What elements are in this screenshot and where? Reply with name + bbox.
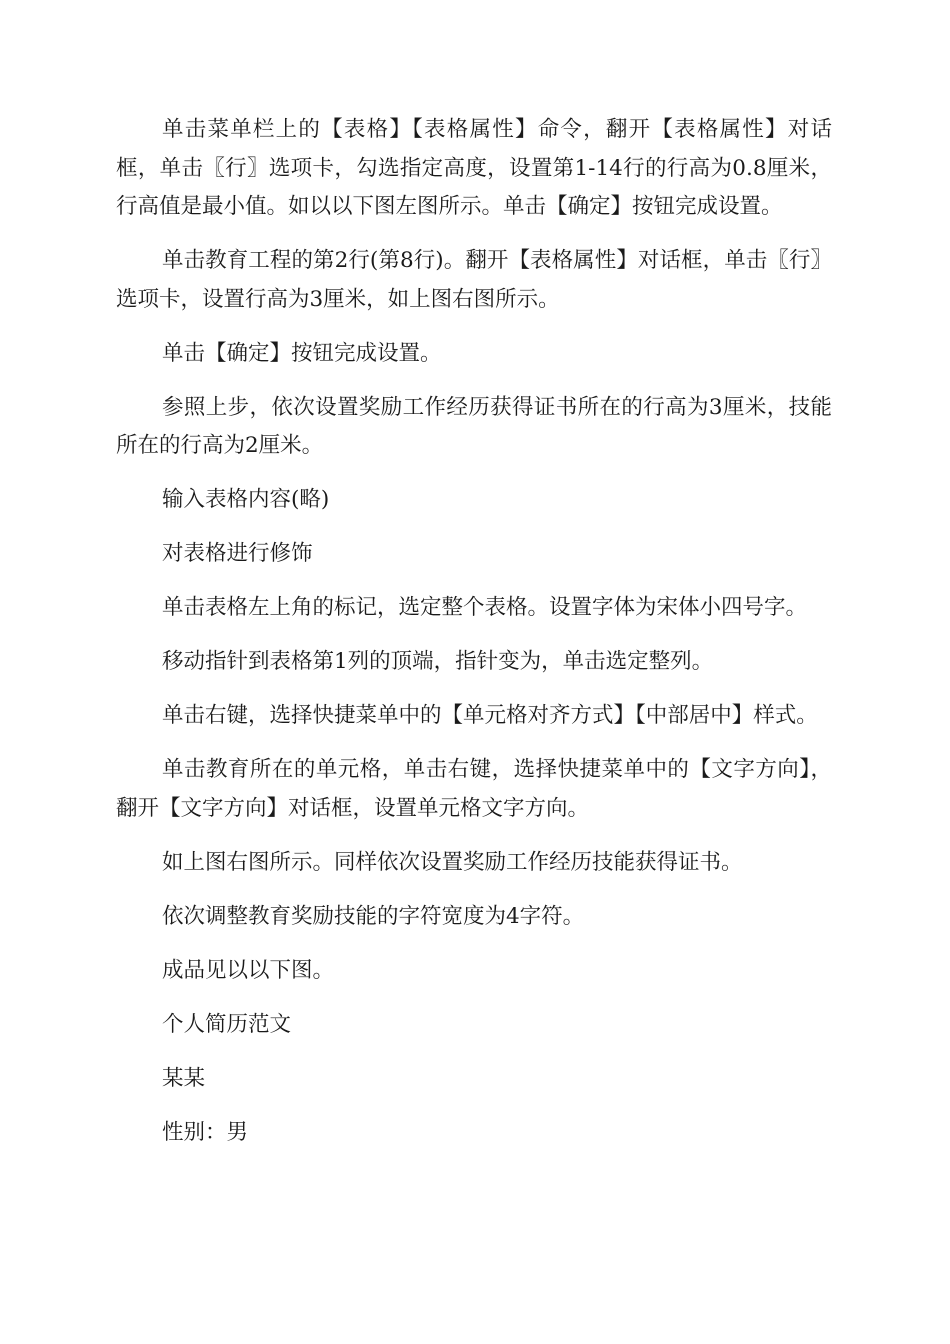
paragraph-resume-title: 个人简历范文 [162, 1011, 292, 1037]
paragraph-table-properties: 单击菜单栏上的【表格】【表格属性】命令，翻开【表格属性】对话框，单击〖行〗选项卡，勾选指定高度，设置第1-14行的行高为0.8厘米，行高值是最小值。如以以下图左图所示。单击【确定】按钮完成设置。 [116, 117, 832, 219]
paragraph-character-width: 依次调整教育奖励技能的字符宽度为4字符。 [162, 903, 585, 929]
document-body [116, 111, 832, 1168]
paragraph-cell-alignment: 单击右键，选择快捷菜单中的【单元格对齐方式】【中部居中】样式。 [162, 703, 818, 728]
paragraph-result: 成品见以以下图。 [162, 957, 335, 983]
paragraph-education-row: 单击教育工程的第2行(第8行)。翻开【表格属性】对话框，单击〖行〗选项卡，设置行高为3厘米，如上图右图所示。 [116, 248, 832, 312]
paragraph-row-heights: 参照上步，依次设置奖励工作经历获得证书所在的行高为3厘米，技能所在的行高为2厘米。 [116, 394, 832, 458]
paragraph-input-content: 输入表格内容(略) [162, 487, 330, 512]
paragraph-select-column: 移动指针到表格第1列的顶端，指针变为，单击选定整列。 [162, 649, 714, 674]
paragraph-decorate-table: 对表格进行修饰 [162, 541, 313, 566]
paragraph-repeat-direction: 如上图右图所示。同样依次设置奖励工作经历技能获得证书。 [162, 849, 743, 875]
paragraph-text-direction: 单击教育所在的单元格，单击右键，选择快捷菜单中的【文字方向】，翻开【文字方向】对话框，设置单元格文字方向。 [116, 757, 832, 821]
paragraph-confirm: 单击【确定】按钮完成设置。 [162, 340, 442, 366]
paragraph-name: 某某 [162, 1065, 206, 1091]
paragraph-select-table: 单击表格左上角的标记，选定整个表格。设置字体为宋体小四号字。 [162, 595, 808, 620]
paragraph-gender: 性别：男 [162, 1119, 249, 1145]
